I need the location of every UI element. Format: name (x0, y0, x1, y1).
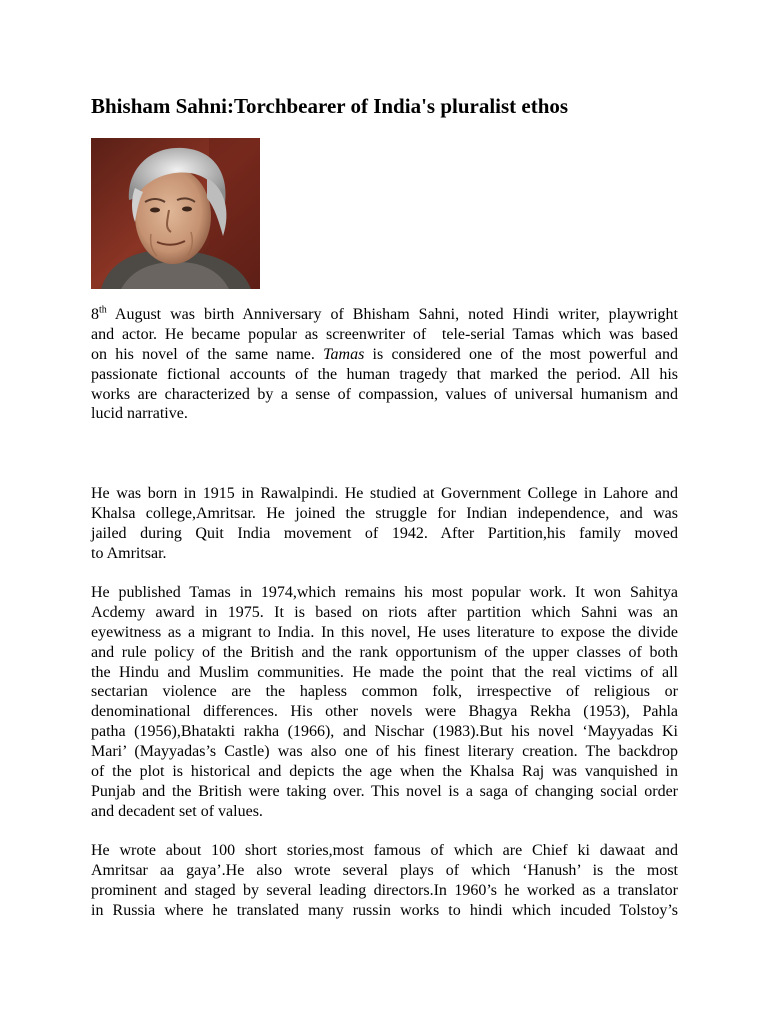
text-line: passionate fictional accounts of the human tragedy that marked the period. All his (91, 365, 678, 383)
text-line: on his novel of the same name. Tamas is considered one of the most powerful and (91, 345, 678, 363)
text-line: and rule policy of the British and the rank opportunism of the upper classes of both (91, 643, 678, 661)
text-line: works are characterized by a sense of compassion, values of universal humanism and (91, 385, 678, 403)
text-line: Khalsa college,Amritsar. He joined the struggle for Indian independence, and was (91, 504, 678, 522)
text-line: Amritsar aa gaya’.He also wrote several plays of which ‘Hanush’ is the most (91, 861, 678, 879)
text-line: to Amritsar. (91, 544, 167, 562)
text-line: lucid narrative. (91, 405, 188, 423)
text-line: prominent and staged by several leading directors.In 1960’s he worked as a translator (91, 881, 678, 899)
text-line: patha (1956),Bhatakti rakha (1966), and Nischar (1983).But his novel ‘Mayyadas Ki (91, 723, 678, 741)
text-line: eyewitness as a migrant to India. In this novel, He uses literature to expose the divide (91, 623, 678, 641)
author-portrait (91, 138, 260, 289)
text-line: Mari’ (Mayyadas’s Castle) was also one of his finest literary creation. The backdrop (91, 743, 678, 761)
paragraph-1 (91, 305, 678, 424)
text-line: in Russia where he translated many russin works to hindi which incuded Tolstoy’s (91, 901, 678, 919)
text-line: He wrote about 100 short stories,most famous of which are Chief ki dawaat and (91, 842, 678, 859)
text-line: of the plot is historical and depicts the age when the Khalsa Raj was vanquished in (91, 763, 678, 781)
text-line: Acdemy award in 1975. It is based on riots after partition which Sahni was an (91, 603, 678, 621)
text-line: He published Tamas in 1974,which remains his most popular work. It won Sahitya (91, 584, 678, 601)
text-line: and decadent set of values. (91, 802, 263, 820)
text-line: sectarian violence are the hapless common folk, irrespective of religious or (91, 683, 678, 701)
text-line: Punjab and the British were taking over. This novel is a saga of changing social order (91, 782, 678, 800)
article-title: Bhisham Sahni:Torchbearer of India's pluralist ethos (91, 94, 569, 118)
paragraph-2 (91, 484, 678, 564)
paragraph-3 (91, 583, 678, 822)
paragraph-4 (91, 841, 678, 921)
text-line: 8th August was birth Anniversary of Bhisham Sahni, noted Hindi writer, playwright (91, 304, 678, 323)
text-line: jailed during Quit India movement of 1942. After Partition,his family moved (91, 524, 678, 542)
text-line: the Hindu and Muslim communities. He made the point that the real victims of all (91, 663, 678, 681)
text-line: and actor. He became popular as screenwriter of tele-serial Tamas which was based (91, 325, 678, 343)
text-line: denominational differences. His other novels were Bhagya Rekha (1953), Pahla (91, 703, 678, 721)
text-line: He was born in 1915 in Rawalpindi. He studied at Government College in Lahore and (91, 485, 678, 502)
portrait-image (91, 138, 260, 289)
